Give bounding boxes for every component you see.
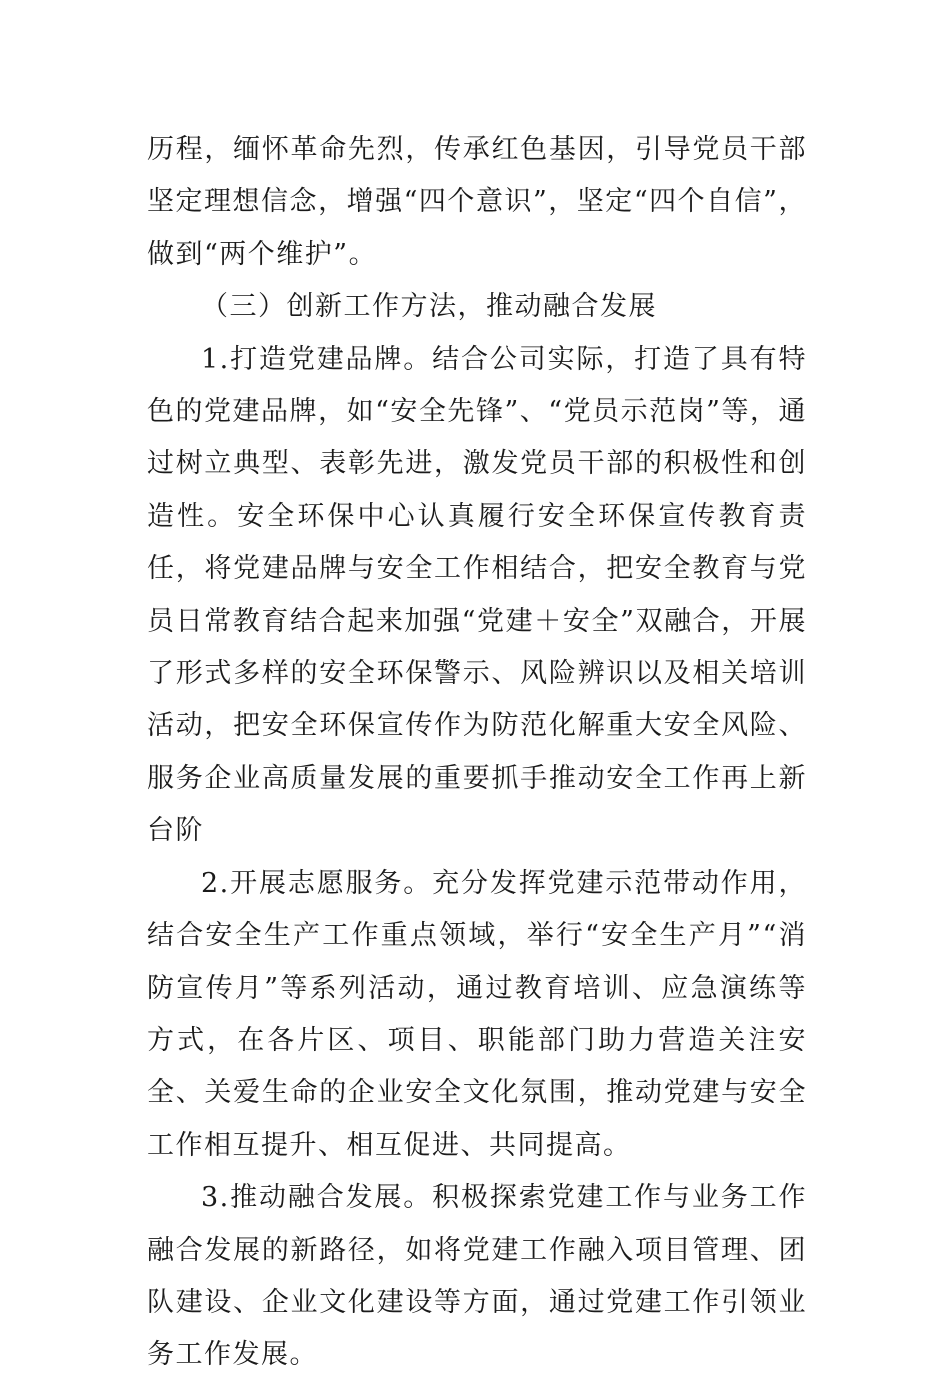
paragraph-item-3: 3.推动融合发展。积极探索党建工作与业务工作融合发展的新路径，如将党建工作融入项目管理、团队建设、企业文化建设等方面，通过党建工作引领业务工作发展。 (147, 1182, 807, 1371)
paragraph-item-1: 1.打造党建品牌。结合公司实际，打造了具有特色的党建品牌，如“安全先锋”、“党员示范岗”等，通过树立典型、表彰先进，激发党员干部的积极性和创造性。安全环保中心认真履行安全环保宣传教育责任，将党建品牌与安全工作相结合，把安全教育与党员日常教育结合起来加强“党建＋安全”双融合，开展了形式多样的安全环保警示、风险辨识以及相关培训活动，把安全环保宣传作为防范化解重大安全风险、服务企业高质量发展的重要抓手推动安全工作再上新台阶 (147, 343, 807, 847)
paragraph-item-2: 2.开展志愿服务。充分发挥党建示范带动作用，结合安全生产工作重点领域，举行“安全生产月”“消防宣传月”等系列活动，通过教育培训、应急演练等方式，在各片区、项目、职能部门助力营造关注安全、关爱生命的企业安全文化氛围，推动党建与安全工作相互提升、相互促进、共同提高。 (147, 867, 807, 1161)
document-body (147, 124, 807, 1382)
paragraph-continuation: 历程，缅怀革命先烈，传承红色基因，引导党员干部坚定理想信念，增强“四个意识”，坚定“四个自信”，做到“两个维护”。 (147, 134, 807, 270)
section-heading: （三）创新工作方法，推动融合发展 (201, 291, 657, 323)
